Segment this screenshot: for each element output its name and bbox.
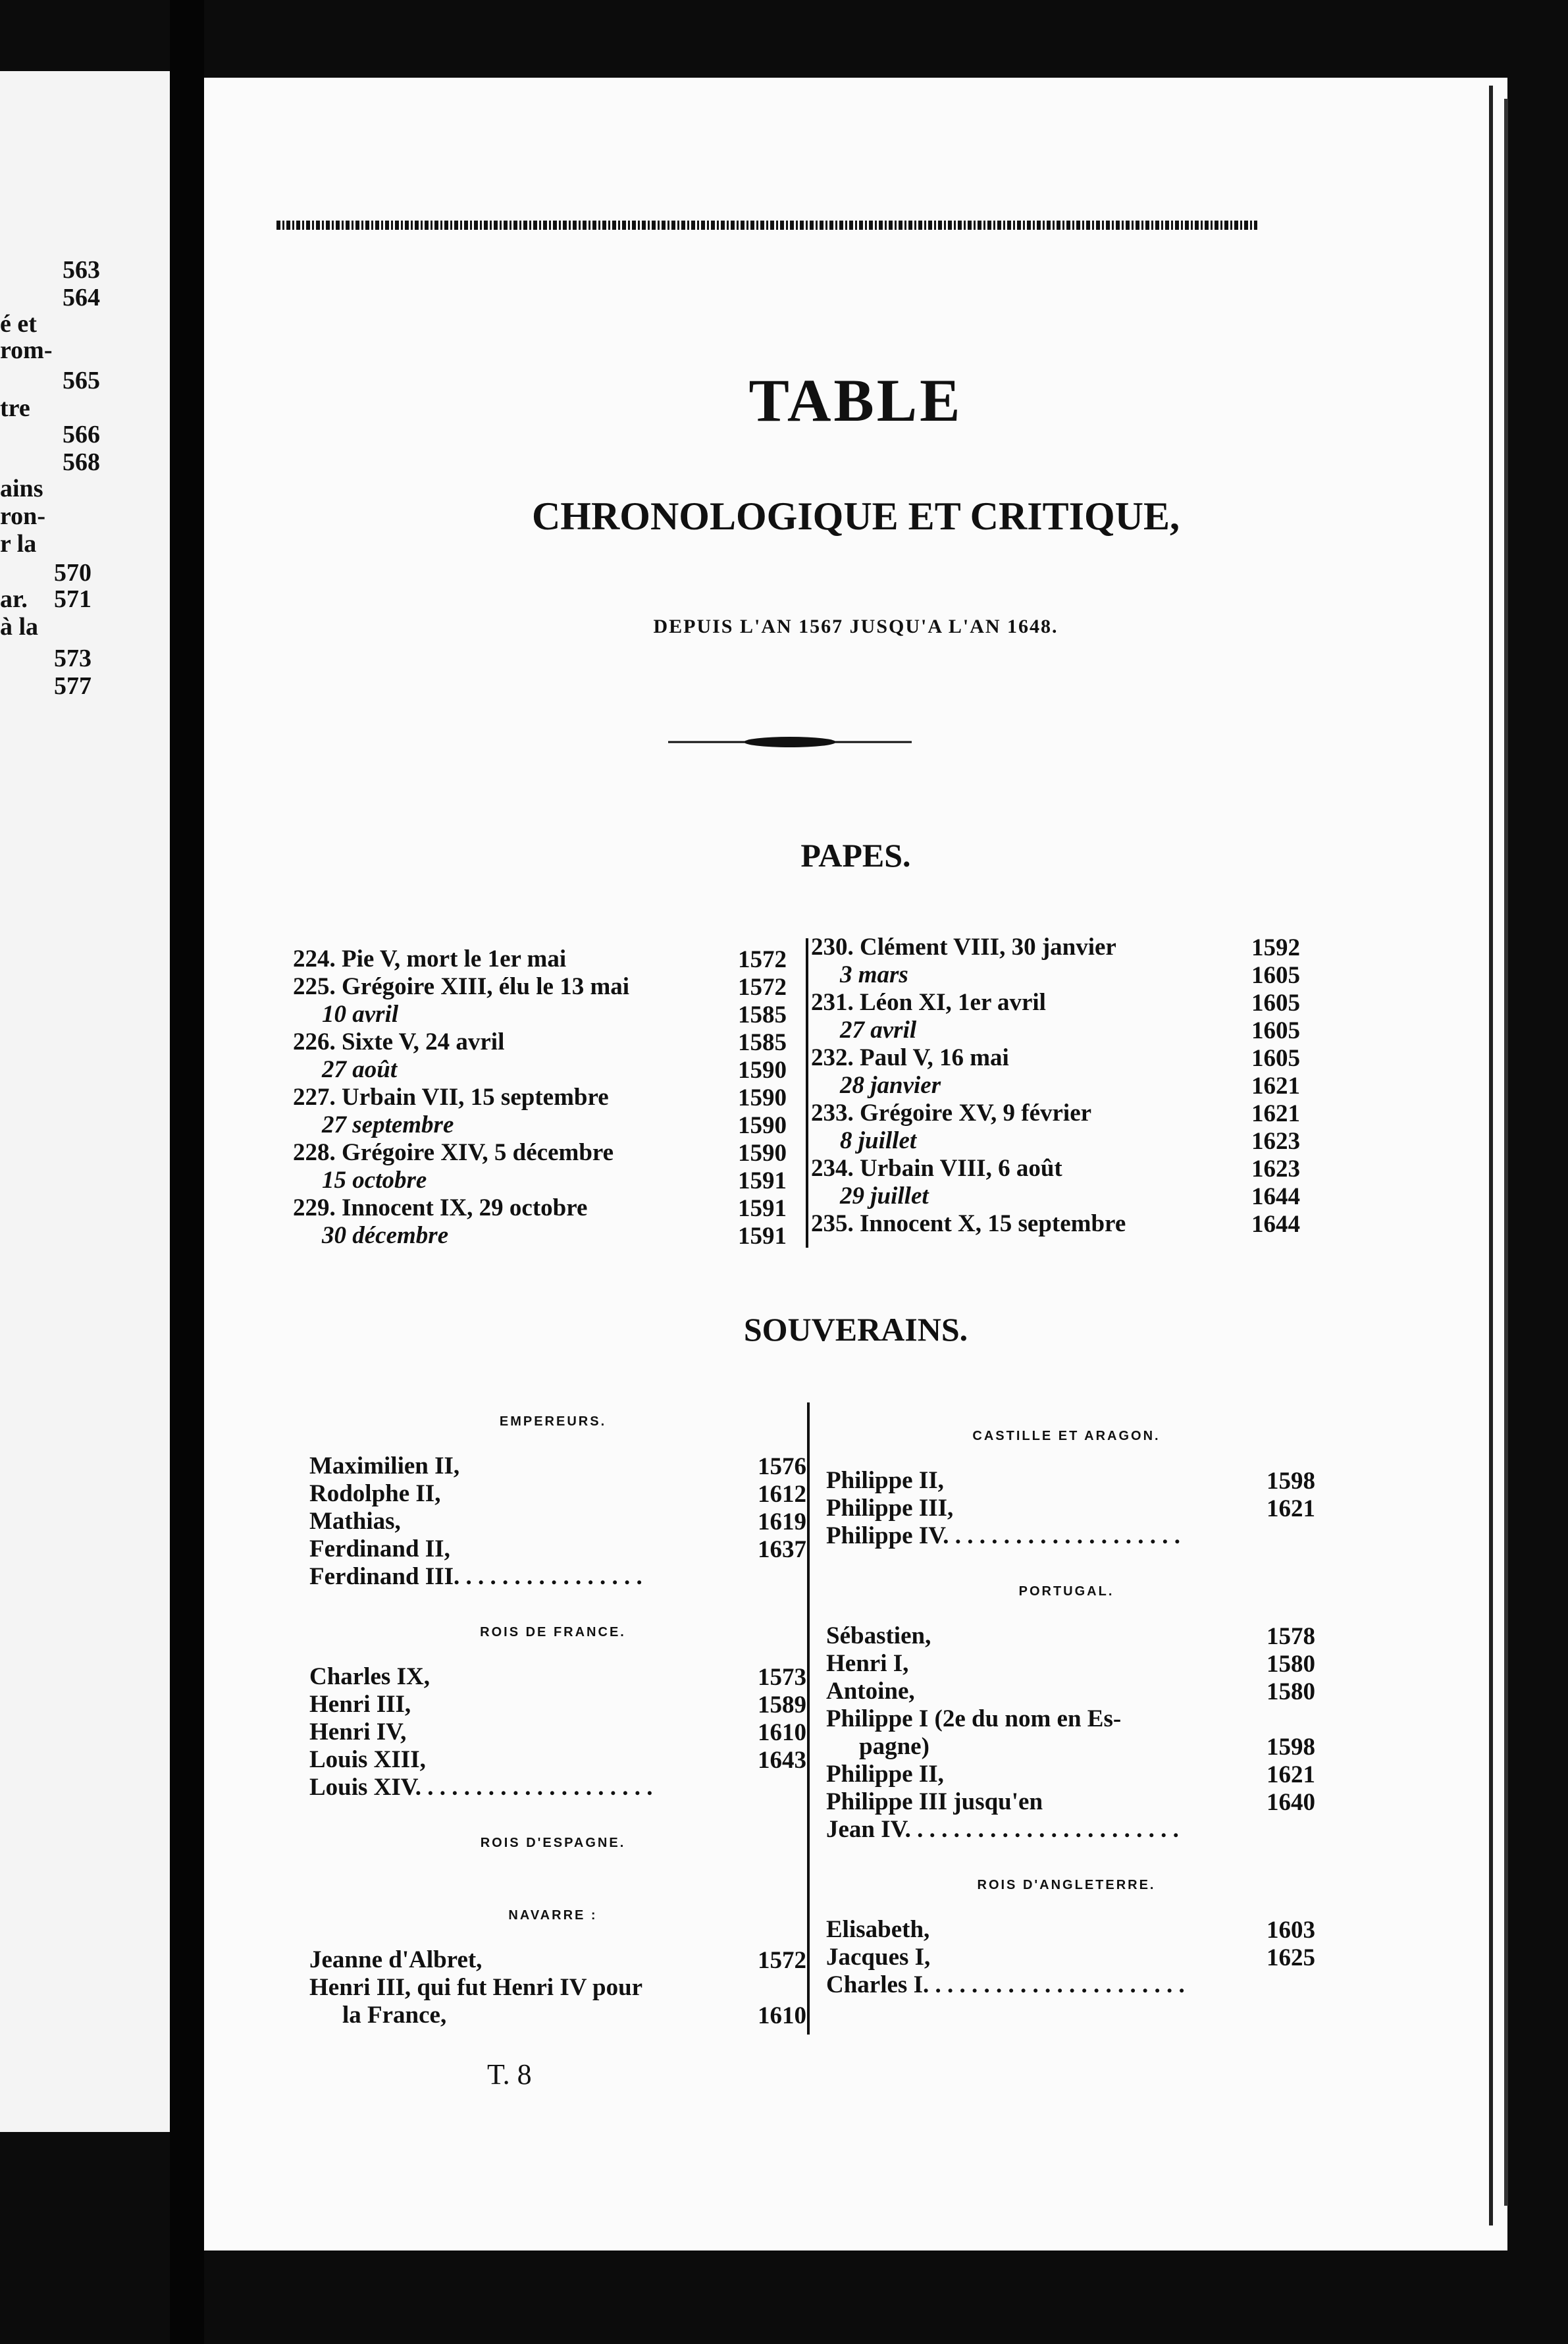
pope-year: 1605	[1251, 1017, 1300, 1044]
sovereign-year: 1603	[1267, 1917, 1315, 1944]
sovereign-entry: Charles IX,	[309, 1663, 430, 1690]
sovereign-entry: pagne)	[859, 1733, 929, 1760]
ornamental-rule	[276, 221, 1257, 230]
sovereign-year: 1589	[758, 1691, 806, 1718]
sovereign-year: 1640	[1267, 1789, 1315, 1816]
section-subheading: ROIS DE FRANCE.	[480, 1625, 626, 1639]
left-page-fragment: ron-	[0, 502, 45, 530]
sovereign-year: 1580	[1267, 1651, 1315, 1678]
left-page-number: 571	[54, 585, 91, 613]
sovereign-entry: Ferdinand II,	[309, 1535, 450, 1562]
sovereign-entry: Ferdinand III. . . . . . . . . . . . . . . .	[309, 1563, 642, 1590]
signature-mark: T. 8	[487, 2058, 532, 2091]
section-heading-souverains: SOUVERAINS.	[743, 1311, 968, 1348]
left-page-number: 568	[63, 448, 100, 476]
sovereign-entry: Charles I. . . . . . . . . . . . . . . . . . . . . .	[826, 1971, 1185, 1998]
ornament-divider	[668, 732, 912, 752]
sovereign-entry: Maximilien II,	[309, 1452, 460, 1479]
sovereign-entry: Henri I,	[826, 1650, 909, 1677]
left-page-number: 573	[54, 645, 91, 672]
section-heading-papes: PAPES.	[800, 837, 911, 874]
pope-entry: 27 septembre	[322, 1111, 454, 1138]
left-page-number: 563	[63, 256, 100, 284]
pope-entry: 230. Clément VIII, 30 janvier	[811, 934, 1116, 961]
sovereign-year: 1625	[1267, 1944, 1315, 1971]
pope-year: 1592	[1251, 934, 1300, 961]
pope-year: 1590	[738, 1057, 787, 1084]
pope-entry: 227. Urbain VII, 15 septembre	[293, 1084, 609, 1111]
sovereign-entry: Henri III,	[309, 1691, 411, 1718]
sovereign-entry: Elisabeth,	[826, 1916, 930, 1943]
pope-year: 1621	[1251, 1100, 1300, 1127]
pope-entry: 3 mars	[840, 961, 908, 988]
page-gutter	[170, 0, 204, 2344]
pope-year: 1644	[1251, 1183, 1300, 1210]
section-subheading: NAVARRE :	[508, 1908, 598, 1923]
pope-year: 1591	[738, 1223, 787, 1250]
sovereign-year: 1598	[1267, 1468, 1315, 1495]
pope-entry: 231. Léon XI, 1er avril	[811, 989, 1046, 1016]
page-subtitle: CHRONOLOGIQUE ET CRITIQUE,	[531, 494, 1180, 538]
section-subheading: PORTUGAL.	[1018, 1584, 1114, 1599]
sovereign-entry: Philippe III jusqu'en	[826, 1788, 1043, 1815]
section-subheading: EMPEREURS.	[499, 1414, 607, 1429]
sovereign-entry: Antoine,	[826, 1678, 915, 1705]
sovereign-entry: Jeanne d'Albret,	[309, 1946, 483, 1973]
pope-entry: 15 octobre	[322, 1167, 427, 1194]
sovereign-entry: Louis XIV. . . . . . . . . . . . . . . . . . . .	[309, 1774, 653, 1801]
sovereign-year: 1643	[758, 1747, 806, 1774]
left-page-margin	[0, 71, 170, 2132]
sovereign-entry: Philippe I (2e du nom en Es-	[826, 1705, 1122, 1732]
pope-entry: 225. Grégoire XIII, élu le 13 mai	[293, 973, 630, 1000]
left-page-fragment: rom-	[0, 336, 53, 364]
pope-entry: 30 décembre	[322, 1222, 449, 1249]
pope-year: 1585	[738, 1001, 787, 1028]
pope-entry: 27 avril	[840, 1017, 917, 1044]
pope-entry: 224. Pie V, mort le 1er mai	[293, 946, 567, 972]
left-page-number: 565	[63, 367, 100, 394]
pope-year: 1591	[738, 1167, 787, 1194]
sovereign-entry: Louis XIII,	[309, 1746, 426, 1773]
sovereign-entry: Philippe II,	[826, 1467, 944, 1494]
sovereign-year: 1610	[758, 1719, 806, 1746]
pope-entry: 232. Paul V, 16 mai	[811, 1044, 1009, 1071]
pope-entry: 29 juillet	[840, 1183, 929, 1210]
pope-year: 1605	[1251, 990, 1300, 1017]
pope-entry: 235. Innocent X, 15 septembre	[811, 1210, 1126, 1237]
pope-year: 1590	[738, 1140, 787, 1167]
left-page-fragment: ar.	[0, 585, 28, 613]
sovereign-entry: Henri III, qui fut Henri IV pour	[309, 1974, 643, 2001]
sovereign-entry: Rodolphe II,	[309, 1480, 441, 1507]
pope-entry: 229. Innocent IX, 29 octobre	[293, 1194, 588, 1221]
sovereign-entry: Jacques I,	[826, 1944, 931, 1971]
sovereign-year: 1573	[758, 1664, 806, 1691]
pope-year: 1572	[738, 974, 787, 1001]
sovereign-year: 1610	[758, 2002, 806, 2029]
page-title: TABLE	[748, 367, 963, 434]
section-subheading: ROIS D'ESPAGNE.	[480, 1836, 626, 1850]
sovereign-year: 1637	[758, 1536, 806, 1563]
left-page-number: 566	[63, 421, 100, 448]
sovereign-year: 1578	[1267, 1623, 1315, 1650]
pope-entry: 28 janvier	[840, 1072, 941, 1099]
pope-year: 1590	[738, 1084, 787, 1111]
sovereign-entry: Philippe II,	[826, 1761, 944, 1788]
pope-entry: 226. Sixte V, 24 avril	[293, 1028, 505, 1055]
pope-entry: 10 avril	[322, 1001, 399, 1028]
pope-entry: 233. Grégoire XV, 9 février	[811, 1100, 1092, 1127]
section-subheading: ROIS D'ANGLETERRE.	[977, 1878, 1156, 1892]
sovereign-year: 1612	[758, 1481, 806, 1508]
column-divider	[806, 938, 808, 1248]
date-range: DEPUIS L'AN 1567 JUSQU'A L'AN 1648.	[653, 616, 1058, 637]
section-subheading: CASTILLE ET ARAGON.	[972, 1429, 1161, 1443]
sovereign-year: 1621	[1267, 1495, 1315, 1522]
sovereign-entry: Philippe III,	[826, 1495, 954, 1522]
pope-year: 1621	[1251, 1073, 1300, 1100]
sovereign-year: 1621	[1267, 1761, 1315, 1788]
sovereign-year: 1598	[1267, 1734, 1315, 1761]
pope-year: 1644	[1251, 1211, 1300, 1238]
left-page-fragment: à la	[0, 613, 39, 641]
left-page-fragment: tre	[0, 394, 30, 422]
sovereign-year: 1619	[758, 1508, 806, 1535]
pope-year: 1623	[1251, 1156, 1300, 1183]
left-page-fragment: r la	[0, 530, 37, 558]
sovereign-entry: Philippe IV. . . . . . . . . . . . . . . . . . . .	[826, 1522, 1180, 1549]
left-page-number: 577	[54, 672, 91, 700]
pope-year: 1605	[1251, 1045, 1300, 1072]
left-page-fragment: é et	[0, 310, 37, 338]
left-page-fragment: ains	[0, 475, 43, 502]
left-page-number: 564	[63, 284, 100, 311]
sovereign-year: 1576	[758, 1453, 806, 1480]
pope-entry: 228. Grégoire XIV, 5 décembre	[293, 1139, 614, 1166]
pope-year: 1572	[738, 946, 787, 973]
sovereign-year: 1580	[1267, 1678, 1315, 1705]
sovereign-entry: la France,	[342, 2002, 447, 2029]
pope-year: 1590	[738, 1112, 787, 1139]
column-divider	[807, 1402, 810, 2035]
pope-year: 1623	[1251, 1128, 1300, 1155]
pope-year: 1585	[738, 1029, 787, 1056]
sovereign-entry: Henri IV,	[309, 1718, 407, 1745]
sovereign-year: 1572	[758, 1947, 806, 1974]
pope-year: 1605	[1251, 962, 1300, 989]
sovereign-entry: Jean IV. . . . . . . . . . . . . . . . . . . . . . .	[826, 1816, 1179, 1843]
pope-entry: 27 août	[322, 1056, 398, 1083]
sovereign-entry: Mathias,	[309, 1508, 401, 1535]
sovereign-entry: Sébastien,	[826, 1622, 931, 1649]
left-page-number: 570	[54, 559, 91, 587]
pope-entry: 8 juillet	[840, 1127, 917, 1154]
pope-year: 1591	[738, 1195, 787, 1222]
pope-entry: 234. Urbain VIII, 6 août	[811, 1155, 1062, 1182]
